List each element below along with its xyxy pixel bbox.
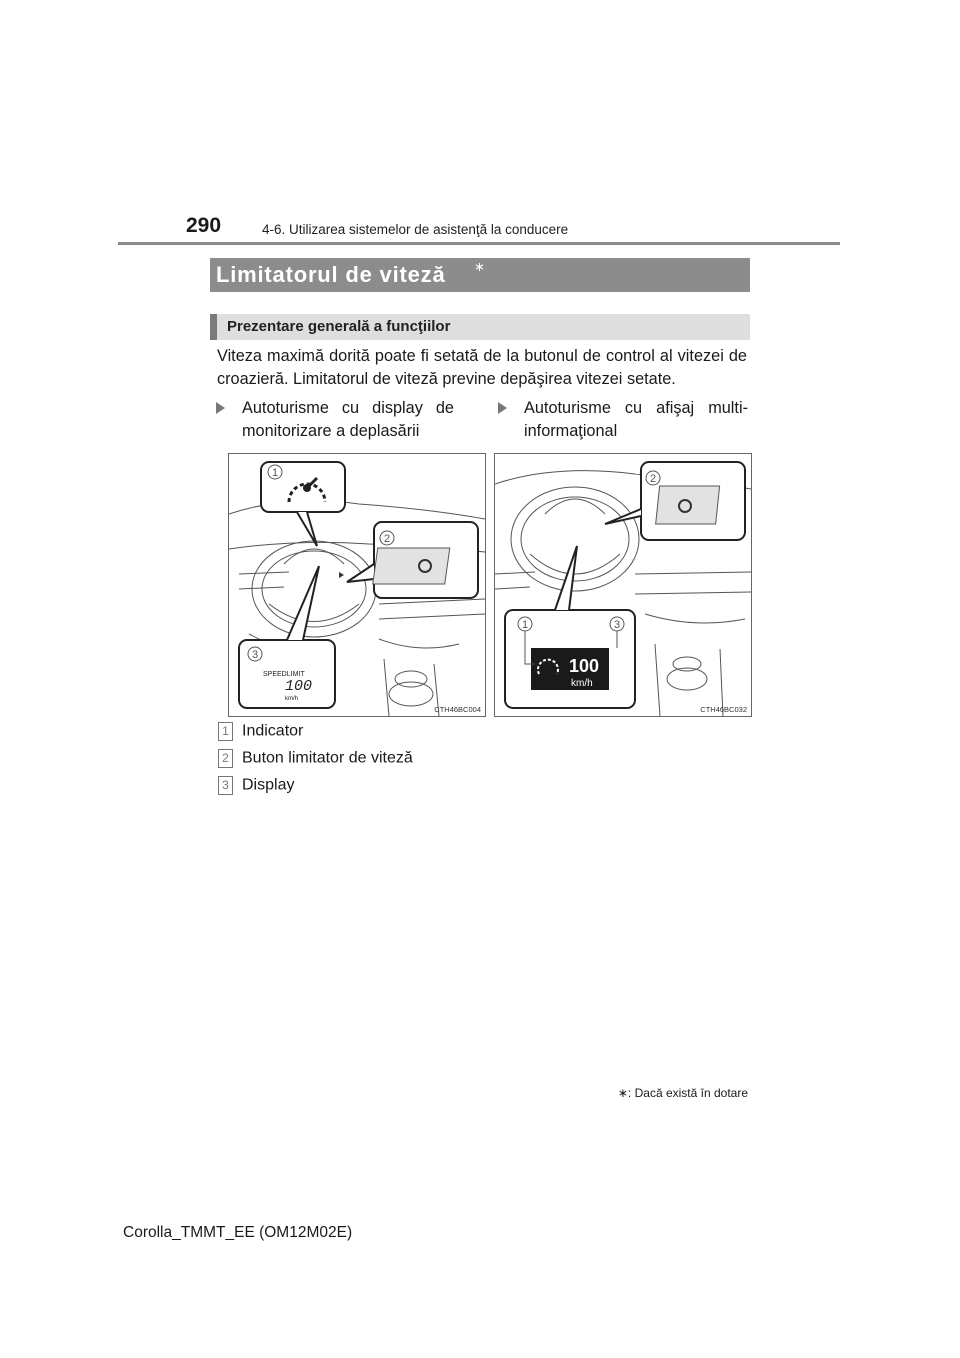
dashboard-drawing-right xyxy=(495,454,751,716)
illustration-left xyxy=(228,453,486,717)
legend-label: Indicator xyxy=(242,722,304,740)
header-divider xyxy=(118,242,840,245)
subtitle-bar xyxy=(210,314,750,340)
triangle-bullet-icon xyxy=(498,402,507,414)
callout-3-label: 3 xyxy=(251,649,259,661)
callout-1-label: 1 xyxy=(271,467,279,479)
display-value: 100 xyxy=(569,656,600,676)
title-bar xyxy=(210,258,750,292)
illustration-code: CTH46BC004 xyxy=(434,705,481,714)
page-number: 290 xyxy=(186,214,222,237)
legend-number: 3 xyxy=(218,776,233,795)
intro-paragraph: Viteza maximă dorită poate fi setată de la butonul de control al vitezei de croazieră. Limitatorul de viteză previne depăşirea vitezei setate. xyxy=(217,347,747,388)
column-heading-left xyxy=(216,397,454,443)
dashboard-drawing-left xyxy=(229,454,485,716)
legend-item xyxy=(218,722,303,741)
callout-3-label: 3 xyxy=(613,619,621,631)
triangle-bullet-icon xyxy=(216,402,225,414)
illustration-code: CTH46BC032 xyxy=(700,705,747,714)
callout-1-label: 1 xyxy=(521,619,529,631)
callout-2-label: 2 xyxy=(383,533,391,545)
footnote: ∗: Dacă există în dotare xyxy=(617,1086,748,1100)
page-title: Limitatorul de viteză xyxy=(216,262,446,287)
column-heading-right xyxy=(498,397,748,443)
legend-item xyxy=(218,749,413,768)
title-marker: ∗ xyxy=(474,259,485,274)
column-heading-text: Autoturisme cu afişaj multi-informaţional xyxy=(524,399,748,440)
column-heading-text: Autoturisme cu display de monitorizare a deplasării xyxy=(242,399,454,440)
display-unit: km/h xyxy=(571,678,593,689)
illustration-right xyxy=(494,453,752,717)
subtitle: Prezentare generală a funcţiilor xyxy=(227,318,451,335)
subtitle-accent xyxy=(210,314,217,340)
footer-document-id: Corolla_TMMT_EE (OM12M02E) xyxy=(123,1224,353,1241)
legend-label: Buton limitator de viteză xyxy=(242,749,413,767)
legend-label: Display xyxy=(242,776,295,794)
legend-number: 1 xyxy=(218,722,233,741)
speedlimit-title: SPEEDLIMIT xyxy=(263,671,305,678)
speedlimit-value: 100 xyxy=(285,678,313,695)
section-header: 4-6. Utilizarea sistemelor de asistenţă la conducere xyxy=(262,222,569,237)
legend-number: 2 xyxy=(218,749,233,768)
callout-2-label: 2 xyxy=(649,473,657,485)
speedlimit-unit: km/h xyxy=(285,696,299,702)
legend-item xyxy=(218,776,294,795)
